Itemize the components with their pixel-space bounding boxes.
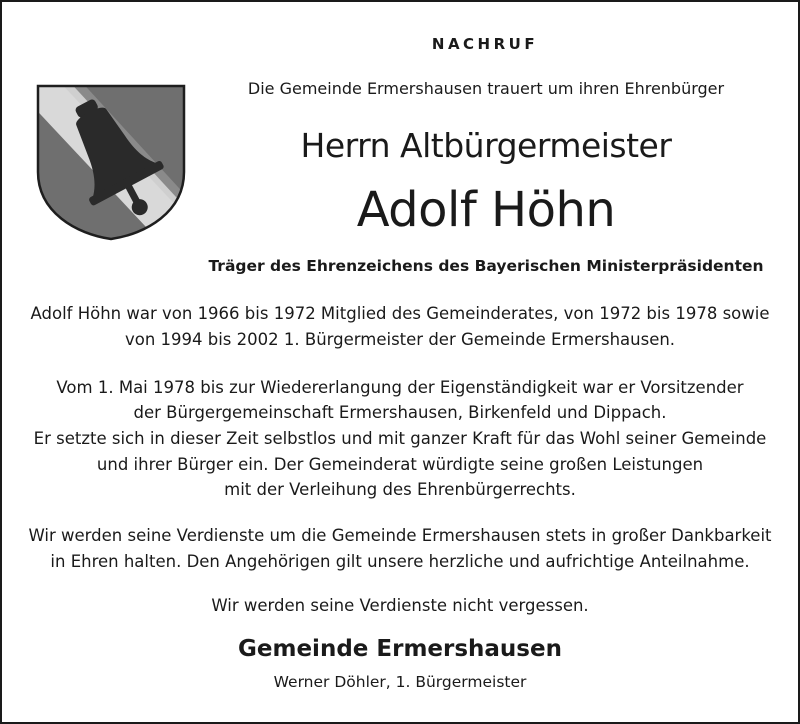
honorific-title: Herrn Altbürgermeister <box>300 126 672 165</box>
paragraph-2-line-3: Er setzte sich in dieser Zeit selbstlos und mit ganzer Kraft für das Wohl seiner Gemeinde <box>33 429 767 448</box>
paragraph-1-line-2: von 1994 bis 2002 1. Bürgermeister der Gemeinde Ermershausen. <box>124 330 676 349</box>
paragraph-2-line-2: der Bürgergemeinschaft Ermershausen, Birkenfeld und Dippach. <box>133 403 667 422</box>
coat-of-arms-icon <box>36 84 186 241</box>
closing-line: Wir werden seine Verdienste nicht vergessen. <box>211 596 589 615</box>
deceased-name: Adolf Höhn <box>356 182 616 238</box>
paragraph-3-line-1: Wir werden seine Verdienste um die Gemeinde Ermershausen stets in großer Dankbarkeit <box>28 526 772 545</box>
obituary-heading: NACHRUF <box>431 35 539 53</box>
paragraph-2-line-5: mit der Verleihung des Ehrenbürgerrechts. <box>224 480 576 499</box>
honor-line: Träger des Ehrenzeichens des Bayerischen Ministerpräsidenten <box>208 257 764 275</box>
paragraph-2-line-1: Vom 1. Mai 1978 bis zur Wiedererlangung der Eigenständigkeit war er Vorsitzender <box>56 378 744 397</box>
signature-person: Werner Döhler, 1. Bürgermeister <box>273 673 527 691</box>
signature-organization: Gemeinde Ermershausen <box>238 636 562 662</box>
paragraph-3-line-2: in Ehren halten. Den Angehörigen gilt unsere herzliche und aufrichtige Anteilnahme. <box>50 552 750 571</box>
paragraph-1-line-1: Adolf Höhn war von 1966 bis 1972 Mitglied des Gemeinderates, von 1972 bis 1978 sowie <box>30 304 770 323</box>
paragraph-2-line-4: und ihrer Bürger ein. Der Gemeinderat würdigte seine großen Leistungen <box>96 455 704 474</box>
intro-line: Die Gemeinde Ermershausen trauert um ihren Ehrenbürger <box>247 79 725 98</box>
